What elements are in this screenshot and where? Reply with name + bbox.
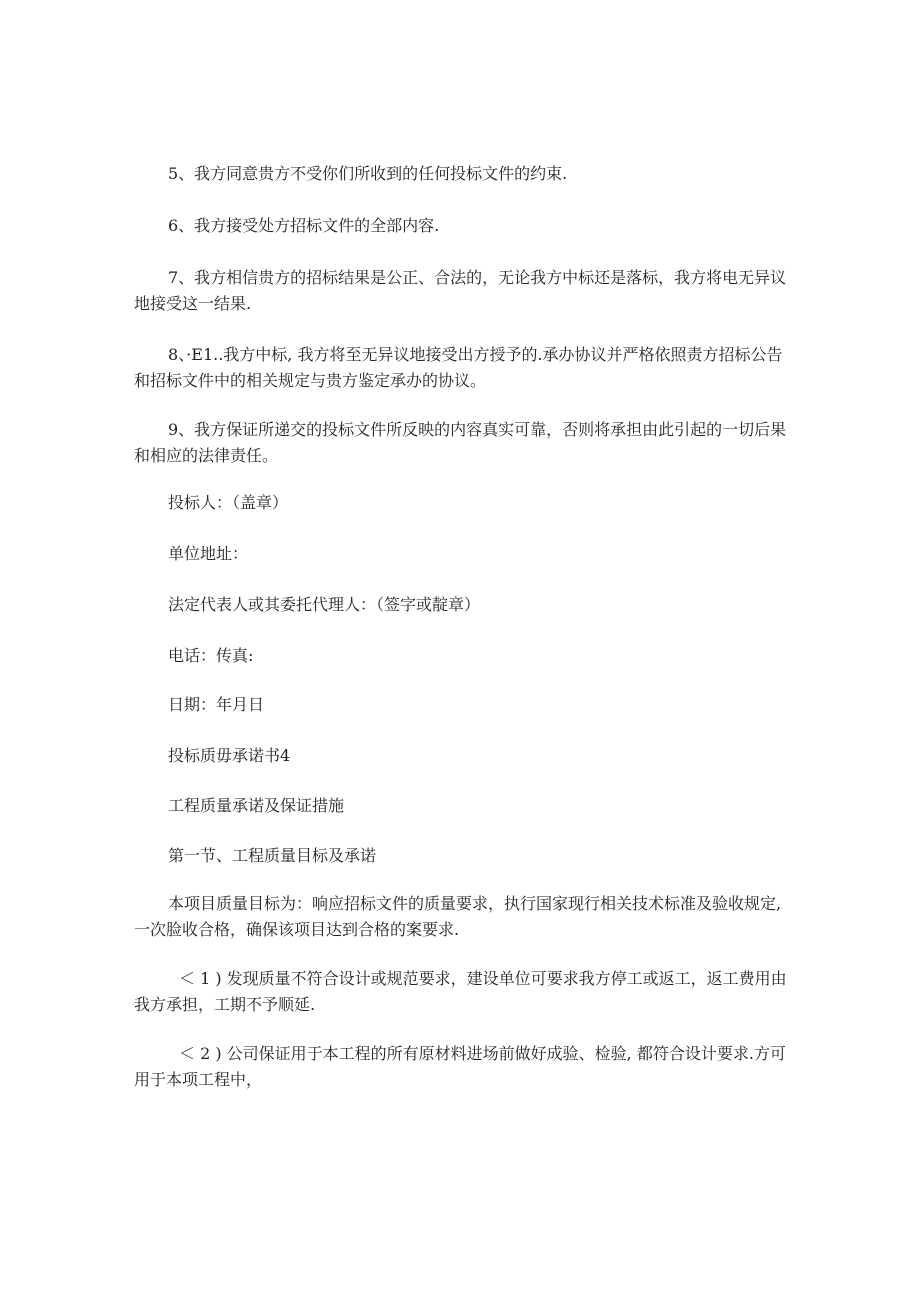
phone-fax-line: 电话：传真: <box>168 646 254 665</box>
bidder-line: 投标人：（盖章） <box>168 493 289 512</box>
section-title-commitment: 投标质毋承诺书4 <box>168 746 291 765</box>
quality-goal-paragraph: 本项目质量目标为：响应招标文件的质量要求，执行国家现行相关技术标准及验收规定, 一次脸收合格，确保该项目达到合格的案要求. <box>134 894 782 939</box>
date-line: 日期：年月日 <box>168 695 265 714</box>
representative-line: 法定代表人或其委托代理人：（签字或靛章） <box>168 595 481 614</box>
clause-7: 7、我方相信贵方的招标结果是公正、合法的，无论我方中标还是落标，我方将电无异议地接受这一结果. <box>134 268 787 313</box>
clause-6: 6、我方接受处方招标文件的全部内容. <box>168 216 440 235</box>
item-2-paragraph: ＜ 2 ) 公司保证用于本工程的所有原材料进场前做好成验、检验, 都符合设计要求.方可用于本项工程中， <box>134 1044 786 1089</box>
section-title-quality: 工程质量承诺及保证措施 <box>168 796 345 815</box>
clause-5: 5、我方同意贵方不受你们所收到的任何投标文件的约束. <box>168 164 568 183</box>
section-heading-first: 第一节、工程质量目标及承诺 <box>168 846 377 865</box>
item-1-paragraph: ＜ 1 ) 发现质量不符合设计或规范要求，建设单位可要求我方停工或返工，返工费用由我方承担，工期不予顺延. <box>134 969 787 1014</box>
address-line: 单位地址： <box>168 544 249 563</box>
clause-9: 9、我方保证所递交的投标文件所反映的内容真实可靠，否则将承担由此引起的一切后果和相应的法律责任。 <box>134 420 787 465</box>
clause-8: 8、·E1..我方中标, 我方将至无异议地接受出方授予的.承办协议并严格依照责方招标公告和招标文件中的相关规定与贵方鉴定承办的协议。 <box>134 345 783 390</box>
